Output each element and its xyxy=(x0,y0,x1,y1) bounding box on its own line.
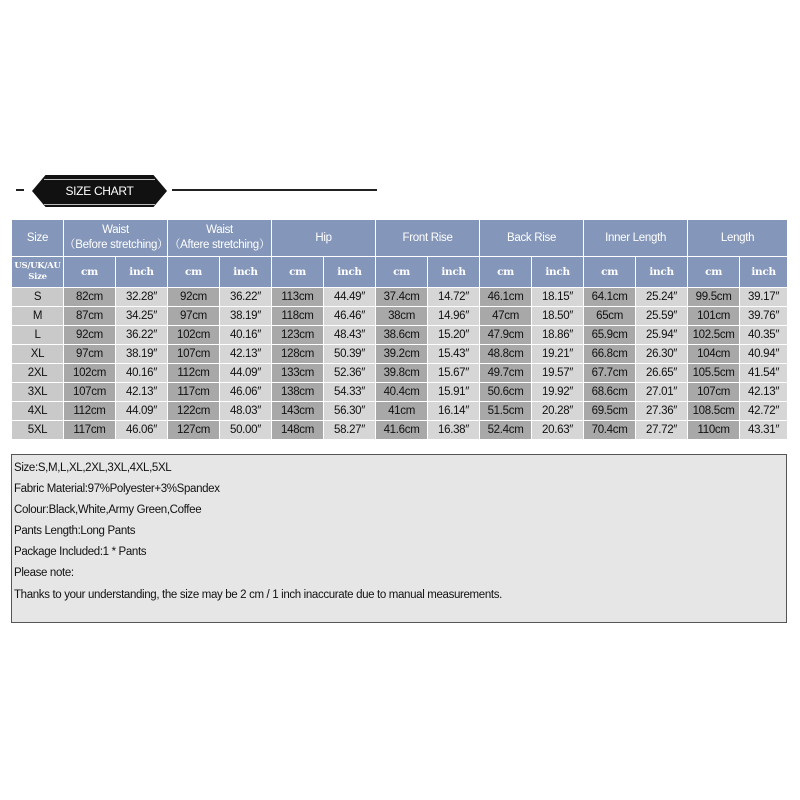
inch-value-cell: 42.72″ xyxy=(740,402,788,421)
inch-value-cell: 27.72″ xyxy=(636,421,688,440)
inch-value-cell: 26.65″ xyxy=(636,364,688,383)
inch-value-cell: 39.76″ xyxy=(740,307,788,326)
table-row xyxy=(12,383,788,402)
unit-cm: cm xyxy=(272,257,324,288)
inch-value-cell: 42.13″ xyxy=(220,345,272,364)
cm-value-cell: 49.7cm xyxy=(480,364,532,383)
size-label-cell: 4XL xyxy=(12,402,64,421)
inch-value-cell: 15.67″ xyxy=(428,364,480,383)
cm-value-cell: 110cm xyxy=(688,421,740,440)
unit-header-region xyxy=(12,257,64,288)
cm-value-cell: 39.8cm xyxy=(376,364,428,383)
cm-value-cell: 102cm xyxy=(64,364,116,383)
size-label-cell: XL xyxy=(12,345,64,364)
inch-value-cell: 14.72″ xyxy=(428,288,480,307)
inch-value-cell: 40.16″ xyxy=(220,326,272,345)
inch-value-cell: 44.49″ xyxy=(324,288,376,307)
cm-value-cell: 138cm xyxy=(272,383,324,402)
unit-cm: cm xyxy=(584,257,636,288)
inch-value-cell: 27.01″ xyxy=(636,383,688,402)
inch-value-cell: 19.21″ xyxy=(532,345,584,364)
inch-value-cell: 40.94″ xyxy=(740,345,788,364)
inch-value-cell: 18.15″ xyxy=(532,288,584,307)
inch-value-cell: 20.28″ xyxy=(532,402,584,421)
cm-value-cell: 38cm xyxy=(376,307,428,326)
size-label-cell: L xyxy=(12,326,64,345)
cm-value-cell: 48.8cm xyxy=(480,345,532,364)
cm-value-cell: 102.5cm xyxy=(688,326,740,345)
table-row xyxy=(12,307,788,326)
size-chart-banner xyxy=(12,172,372,210)
size-chart-table xyxy=(11,219,788,440)
cm-value-cell: 69.5cm xyxy=(584,402,636,421)
unit-cm: cm xyxy=(480,257,532,288)
inch-value-cell: 20.63″ xyxy=(532,421,584,440)
cm-value-cell: 52.4cm xyxy=(480,421,532,440)
inch-value-cell: 36.22″ xyxy=(220,288,272,307)
inch-value-cell: 26.30″ xyxy=(636,345,688,364)
inch-value-cell: 39.17″ xyxy=(740,288,788,307)
cm-value-cell: 68.6cm xyxy=(584,383,636,402)
note-line: Fabric Material:97%Polyester+3%Spandex xyxy=(14,483,220,496)
table-row xyxy=(12,288,788,307)
inch-value-cell: 27.36″ xyxy=(636,402,688,421)
cm-value-cell: 50.6cm xyxy=(480,383,532,402)
cm-value-cell: 41.6cm xyxy=(376,421,428,440)
cm-value-cell: 97cm xyxy=(168,307,220,326)
inch-value-cell: 44.09″ xyxy=(220,364,272,383)
cm-value-cell: 97cm xyxy=(64,345,116,364)
unit-cm: cm xyxy=(168,257,220,288)
unit-inch: inch xyxy=(116,257,168,288)
cm-value-cell: 65.9cm xyxy=(584,326,636,345)
inch-value-cell: 46.46″ xyxy=(324,307,376,326)
unit-cm: cm xyxy=(64,257,116,288)
inch-value-cell: 38.19″ xyxy=(220,307,272,326)
cm-value-cell: 101cm xyxy=(688,307,740,326)
inch-value-cell: 15.43″ xyxy=(428,345,480,364)
inch-value-cell: 25.59″ xyxy=(636,307,688,326)
inch-value-cell: 58.27″ xyxy=(324,421,376,440)
inch-value-cell: 40.35″ xyxy=(740,326,788,345)
size-label-cell: S xyxy=(12,288,64,307)
cm-value-cell: 112cm xyxy=(168,364,220,383)
cm-value-cell: 87cm xyxy=(64,307,116,326)
note-line: Pants Length:Long Pants xyxy=(14,525,136,538)
inch-value-cell: 15.20″ xyxy=(428,326,480,345)
table-header-row xyxy=(12,220,788,257)
table-row xyxy=(12,364,788,383)
inch-value-cell: 50.39″ xyxy=(324,345,376,364)
inch-value-cell: 19.57″ xyxy=(532,364,584,383)
size-label-cell: 5XL xyxy=(12,421,64,440)
table-row xyxy=(12,402,788,421)
cm-value-cell: 105.5cm xyxy=(688,364,740,383)
inch-value-cell: 48.43″ xyxy=(324,326,376,345)
cm-value-cell: 38.6cm xyxy=(376,326,428,345)
cm-value-cell: 118cm xyxy=(272,307,324,326)
cm-value-cell: 104cm xyxy=(688,345,740,364)
cm-value-cell: 46.1cm xyxy=(480,288,532,307)
unit-inch: inch xyxy=(740,257,788,288)
cm-value-cell: 47.9cm xyxy=(480,326,532,345)
header-waist-after-title: Waist xyxy=(206,224,233,236)
cm-value-cell: 143cm xyxy=(272,402,324,421)
inch-value-cell: 14.96″ xyxy=(428,307,480,326)
cm-value-cell: 122cm xyxy=(168,402,220,421)
unit-inch: inch xyxy=(636,257,688,288)
cm-value-cell: 113cm xyxy=(272,288,324,307)
inch-value-cell: 48.03″ xyxy=(220,402,272,421)
cm-value-cell: 123cm xyxy=(272,326,324,345)
cm-value-cell: 107cm xyxy=(688,383,740,402)
inch-value-cell: 25.94″ xyxy=(636,326,688,345)
table-row xyxy=(12,326,788,345)
inch-value-cell: 52.36″ xyxy=(324,364,376,383)
size-label-cell: 3XL xyxy=(12,383,64,402)
cm-value-cell: 51.5cm xyxy=(480,402,532,421)
cm-value-cell: 39.2cm xyxy=(376,345,428,364)
note-line: Colour:Black,White,Army Green,Coffee xyxy=(14,504,202,517)
inch-value-cell: 16.38″ xyxy=(428,421,480,440)
inch-value-cell: 18.50″ xyxy=(532,307,584,326)
note-line: Size:S,M,L,XL,2XL,3XL,4XL,5XL xyxy=(14,462,172,474)
cm-value-cell: 41cm xyxy=(376,402,428,421)
header-waist-before-title: Waist xyxy=(102,224,129,236)
inch-value-cell: 16.14″ xyxy=(428,402,480,421)
inch-value-cell: 41.54″ xyxy=(740,364,788,383)
unit-inch: inch xyxy=(220,257,272,288)
cm-value-cell: 117cm xyxy=(168,383,220,402)
cm-value-cell: 107cm xyxy=(64,383,116,402)
header-inner-length: Inner Length xyxy=(584,220,688,257)
banner-dash xyxy=(16,189,24,191)
inch-value-cell: 46.06″ xyxy=(116,421,168,440)
table-row xyxy=(12,345,788,364)
cm-value-cell: 107cm xyxy=(168,345,220,364)
cm-value-cell: 108.5cm xyxy=(688,402,740,421)
inch-value-cell: 25.24″ xyxy=(636,288,688,307)
size-rows xyxy=(12,288,788,440)
inch-value-cell: 56.30″ xyxy=(324,402,376,421)
header-length: Length xyxy=(688,220,788,257)
note-line: Thanks to your understanding, the size may be 2 cm / 1 inch inaccurate due to manual measurements. xyxy=(14,588,502,601)
inch-value-cell: 42.13″ xyxy=(116,383,168,402)
cm-value-cell: 47cm xyxy=(480,307,532,326)
inch-value-cell: 36.22″ xyxy=(116,326,168,345)
header-hip: Hip xyxy=(272,220,376,257)
cm-value-cell: 82cm xyxy=(64,288,116,307)
cm-value-cell: 66.8cm xyxy=(584,345,636,364)
cm-value-cell: 112cm xyxy=(64,402,116,421)
cm-value-cell: 99.5cm xyxy=(688,288,740,307)
inch-value-cell: 42.13″ xyxy=(740,383,788,402)
inch-value-cell: 18.86″ xyxy=(532,326,584,345)
banner-rule xyxy=(172,189,377,191)
cm-value-cell: 67.7cm xyxy=(584,364,636,383)
note-line: Package Included:1 * Pants xyxy=(14,546,147,559)
banner-title: SIZE CHART xyxy=(44,179,155,205)
unit-inch: inch xyxy=(532,257,584,288)
inch-value-cell: 50.00″ xyxy=(220,421,272,440)
size-label-cell: 2XL xyxy=(12,364,64,383)
cm-value-cell: 92cm xyxy=(168,288,220,307)
cm-value-cell: 127cm xyxy=(168,421,220,440)
region-size-label: Size xyxy=(28,272,47,282)
table-row xyxy=(12,421,788,440)
cm-value-cell: 148cm xyxy=(272,421,324,440)
region-label: US/UK/AU xyxy=(14,261,61,271)
inch-value-cell: 40.16″ xyxy=(116,364,168,383)
cm-value-cell: 70.4cm xyxy=(584,421,636,440)
header-waist-before xyxy=(64,220,168,257)
unit-cm: cm xyxy=(376,257,428,288)
inch-value-cell: 34.25″ xyxy=(116,307,168,326)
inch-value-cell: 46.06″ xyxy=(220,383,272,402)
note-line: Please note: xyxy=(14,567,74,580)
inch-value-cell: 54.33″ xyxy=(324,383,376,402)
cm-value-cell: 92cm xyxy=(64,326,116,345)
header-back-rise: Back Rise xyxy=(480,220,584,257)
cm-value-cell: 65cm xyxy=(584,307,636,326)
inch-value-cell: 32.28″ xyxy=(116,288,168,307)
cm-value-cell: 128cm xyxy=(272,345,324,364)
header-waist-before-sub: （Before stretching） xyxy=(64,239,169,251)
inch-value-cell: 44.09″ xyxy=(116,402,168,421)
cm-value-cell: 64.1cm xyxy=(584,288,636,307)
header-size: Size xyxy=(12,220,64,257)
header-waist-after xyxy=(168,220,272,257)
unit-cm: cm xyxy=(688,257,740,288)
cm-value-cell: 133cm xyxy=(272,364,324,383)
inch-value-cell: 38.19″ xyxy=(116,345,168,364)
header-waist-after-sub: （Aftere stretching） xyxy=(168,239,271,251)
table-unit-row xyxy=(12,257,788,288)
unit-inch: inch xyxy=(324,257,376,288)
unit-inch: inch xyxy=(428,257,480,288)
header-front-rise: Front Rise xyxy=(376,220,480,257)
inch-value-cell: 43.31″ xyxy=(740,421,788,440)
size-label-cell: M xyxy=(12,307,64,326)
cm-value-cell: 40.4cm xyxy=(376,383,428,402)
cm-value-cell: 117cm xyxy=(64,421,116,440)
product-notes xyxy=(11,454,787,623)
inch-value-cell: 15.91″ xyxy=(428,383,480,402)
cm-value-cell: 37.4cm xyxy=(376,288,428,307)
inch-value-cell: 19.92″ xyxy=(532,383,584,402)
cm-value-cell: 102cm xyxy=(168,326,220,345)
